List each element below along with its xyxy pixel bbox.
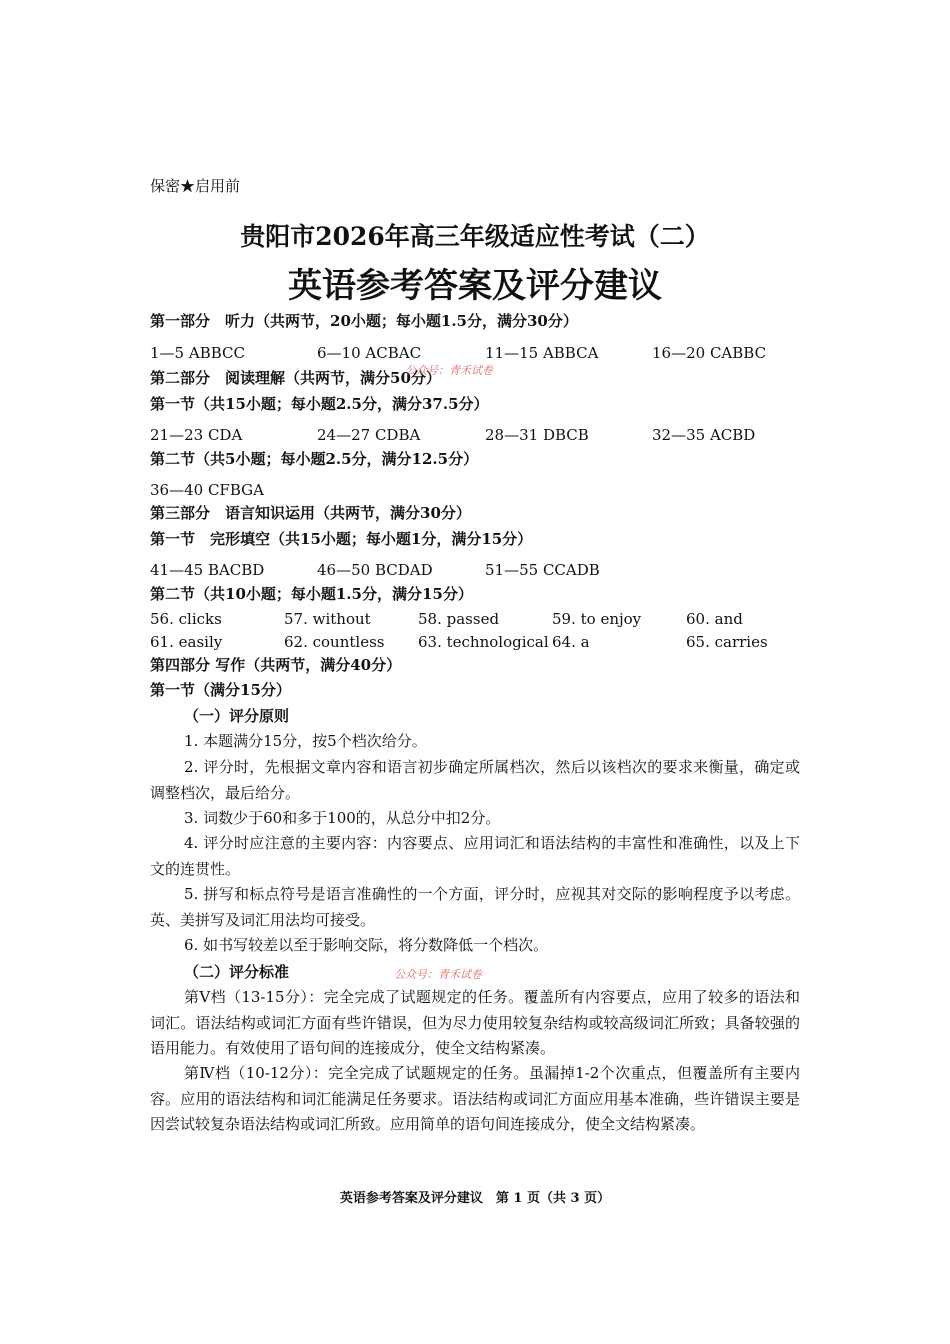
- grade-5-description: 第Ⅴ档（13-15分）：完全完成了试题规定的任务。覆盖所有内容要点，应用了较多的语法和词汇。语法结构或词汇方面有些许错误，但为尽力使用较复杂结构或较高级词汇所致；具备较强的语用能力。有效使用了语句间的连接成分，使全文结构紧凑。: [150, 988, 800, 1057]
- answer-group: 16—20 CABBC: [652, 344, 767, 362]
- watermark: 公众号：青禾试卷: [405, 364, 493, 377]
- answer-group: 51—55 CCADB: [485, 561, 600, 579]
- fill-answer: 60. and: [686, 610, 743, 628]
- part1-heading: 第一部分 听力（共两节，20小题；每小题1.5分，满分30分）: [150, 312, 578, 330]
- answer-group: 36—40 CFBGA: [150, 481, 264, 499]
- document-title: 英语参考答案及评分建议: [288, 266, 662, 306]
- part3-heading: 第三部分 语言知识运用（共两节，满分30分）: [150, 504, 471, 522]
- answer-group: 28—31 DBCB: [485, 426, 589, 444]
- standards-heading: （二）评分标准: [184, 963, 290, 981]
- answer-group: 32—35 ACBD: [652, 426, 756, 444]
- principle-5: 5. 拼写和标点符号是语言准确性的一个方面，评分时，应视其对交际的影响程度予以考虑。英、美拼写及词汇用法均可接受。: [150, 885, 800, 929]
- part4-heading: 第四部分 写作（共两节，满分40分）: [150, 656, 402, 674]
- fill-answer: 63. technological: [418, 633, 549, 651]
- fill-answer: 62. countless: [284, 633, 385, 651]
- principle-4: 4. 评分时应注意的主要内容：内容要点、应用词汇和语法结构的丰富性和准确性，以及上下文的连贯性。: [150, 834, 800, 878]
- part2-section1-heading: 第一节（共15小题；每小题2.5分，满分37.5分）: [150, 395, 489, 413]
- answer-group: 11—15 ABBCA: [485, 344, 599, 362]
- part3-section2-heading: 第二节（共10小题；每小题1.5分，满分15分）: [150, 585, 473, 603]
- answer-group: 41—45 BACBD: [150, 561, 265, 579]
- watermark: 公众号：青禾试卷: [394, 968, 482, 981]
- answer-group: 21—23 CDA: [150, 426, 243, 444]
- part3-section1-heading: 第一节 完形填空（共15小题；每小题1分，满分15分）: [150, 530, 533, 548]
- fill-answer: 64. a: [552, 633, 590, 651]
- fill-answer: 58. passed: [418, 610, 500, 628]
- fill-answer: 65. carries: [686, 633, 768, 651]
- answer-group: 1—5 ABBCC: [150, 344, 245, 362]
- page-footer: 英语参考答案及评分建议 第 1 页（共 3 页）: [339, 1191, 611, 1206]
- fill-answer: 59. to enjoy: [552, 610, 642, 628]
- grade-4-description: 第Ⅳ档（10-12分）：完全完成了试题规定的任务。虽漏掉1-2个次重点，但覆盖所有主要内容。应用的语法结构和词汇能满足任务要求。语法结构或词汇方面应用基本准确，些许错误主要是因尝试较复杂语法结构或词汇所致。应用简单的语句间连接成分，使全文结构紧凑。: [150, 1064, 800, 1133]
- principle-2: 2. 评分时，先根据文章内容和语言初步确定所属档次，然后以该档次的要求来衡量，确定或调整档次，最后给分。: [150, 758, 800, 802]
- principle-1: 1. 本题满分15分，按5个档次给分。: [184, 732, 427, 750]
- fill-answer: 56. clicks: [150, 610, 222, 628]
- fill-answer: 57. without: [284, 610, 371, 628]
- part2-section2-heading: 第二节（共5小题；每小题2.5分，满分12.5分）: [150, 450, 479, 468]
- principle-6: 6. 如书写较差以至于影响交际，将分数降低一个档次。: [184, 936, 549, 954]
- fill-answer: 61. easily: [150, 633, 223, 651]
- answer-group: 6—10 ACBAC: [317, 344, 422, 362]
- exam-title: 贵阳市2026年高三年级适应性考试（二）: [240, 222, 710, 251]
- principles-heading: （一）评分原则: [184, 707, 290, 725]
- confidential-label: 保密★启用前: [150, 177, 241, 195]
- principle-3: 3. 词数少于60和多于100的，从总分中扣2分。: [184, 809, 501, 827]
- part4-section1-heading: 第一节（满分15分）: [150, 681, 291, 699]
- answer-group: 24—27 CDBA: [317, 426, 421, 444]
- answer-group: 46—50 BCDAD: [317, 561, 433, 579]
- part2-heading: 第二部分 阅读理解（共两节，满分50分）: [150, 369, 441, 387]
